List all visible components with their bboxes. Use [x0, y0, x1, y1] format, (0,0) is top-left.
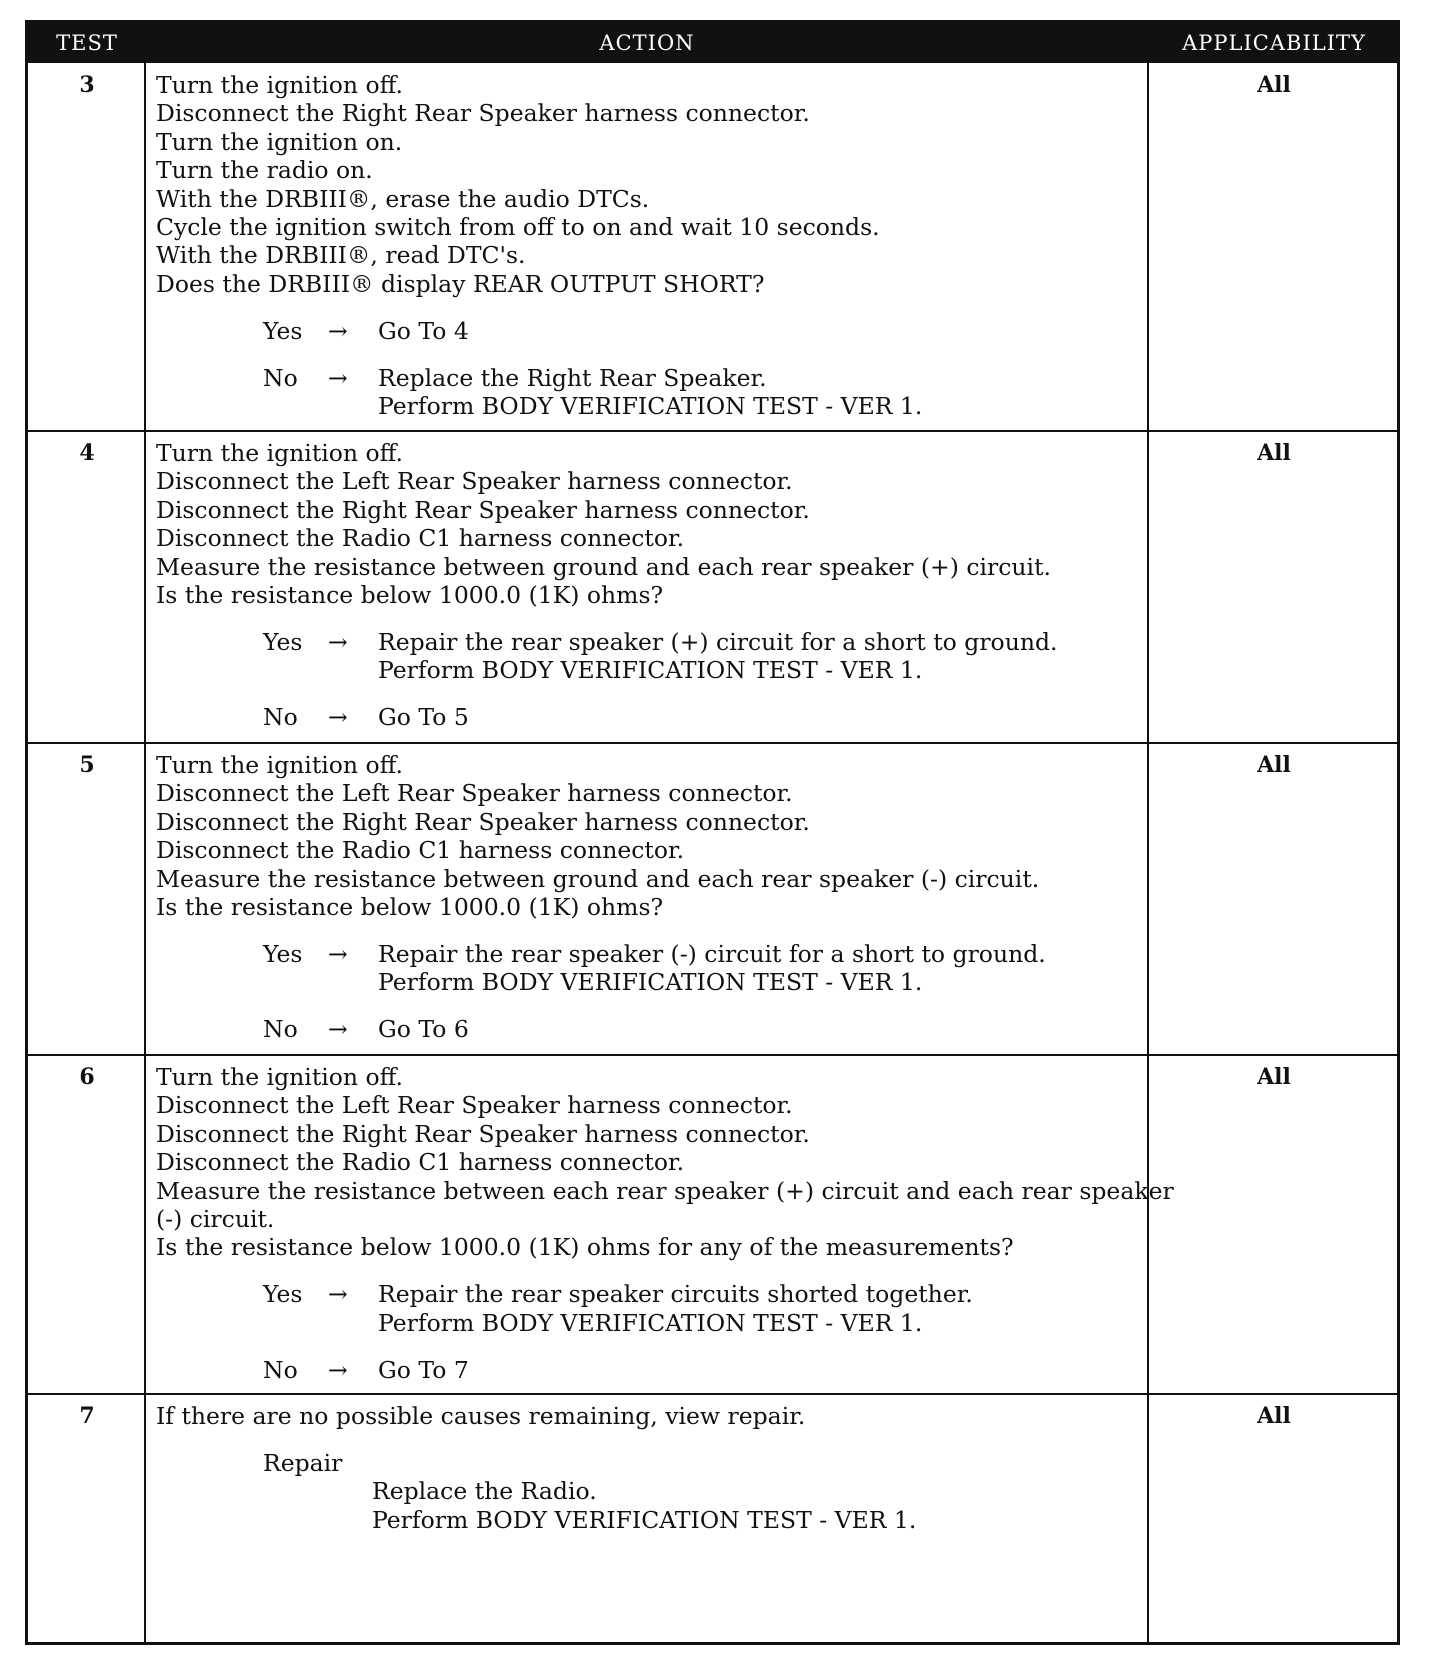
action-step: Disconnect the Radio C1 harness connector. — [156, 1148, 685, 1177]
test-number: 6 — [79, 1064, 95, 1090]
action-step: Turn the ignition off. — [156, 1063, 404, 1091]
action-step: Cycle the ignition switch from off to on and wait 10 seconds. — [156, 213, 880, 241]
test-number: 5 — [79, 752, 95, 778]
yes-result: Repair the rear speaker (+) circuit for a short to ground. — [378, 628, 1058, 656]
action-step: Is the resistance below 1000.0 (1K) ohms? — [156, 893, 664, 921]
yes-result: Repair the rear speaker circuits shorted together. — [378, 1280, 973, 1309]
action-step: With the DRBIII®, read DTC's. — [156, 241, 526, 270]
action-step: Disconnect the Right Rear Speaker harness connector. — [156, 1119, 810, 1148]
arrow-icon: → — [328, 363, 348, 392]
row-divider — [28, 430, 1397, 432]
diagnostic-test-table — [25, 20, 1400, 1645]
action-step: With the DRBIII®, erase the audio DTCs. — [156, 184, 650, 213]
action-step: Turn the radio on. — [156, 156, 373, 185]
header-action: ACTION — [599, 31, 695, 55]
no-label: No — [263, 1015, 298, 1044]
test-number: 7 — [79, 1403, 95, 1429]
yes-result: Repair the rear speaker (-) circuit for a short to ground. — [378, 940, 1046, 968]
action-step: Disconnect the Right Rear Speaker harness connector. — [156, 495, 810, 524]
test-number: 4 — [79, 440, 95, 466]
action-step: Disconnect the Left Rear Speaker harness connector. — [156, 1091, 793, 1120]
header-test: TEST — [56, 31, 118, 55]
action-step: Does the DRBIII® display REAR OUTPUT SHORT? — [156, 269, 765, 298]
yes-label: Yes — [263, 628, 303, 656]
applicability-value: All — [1257, 72, 1291, 98]
action-step: Measure the resistance between ground and each rear speaker (-) circuit. — [156, 864, 1040, 893]
action-step: If there are no possible causes remaining, view repair. — [156, 1402, 806, 1430]
arrow-icon: → — [328, 1280, 348, 1309]
no-result: Go To 6 — [378, 1015, 469, 1044]
no-label: No — [263, 703, 298, 732]
table-header — [28, 23, 1397, 63]
arrow-icon: → — [328, 1355, 348, 1384]
action-step: (-) circuit. — [156, 1205, 275, 1233]
repair-label: Repair — [263, 1449, 343, 1477]
arrow-icon: → — [328, 316, 348, 345]
applicability-value: All — [1257, 1403, 1291, 1429]
no-result: Perform BODY VERIFICATION TEST - VER 1. — [378, 392, 923, 421]
yes-result: Perform BODY VERIFICATION TEST - VER 1. — [378, 1308, 923, 1337]
applicability-value: All — [1257, 1064, 1291, 1090]
yes-label: Yes — [263, 1280, 303, 1309]
column-divider — [1147, 63, 1149, 1642]
no-result: Go To 5 — [378, 703, 469, 732]
yes-result: Go To 4 — [378, 316, 469, 345]
arrow-icon: → — [328, 940, 348, 968]
arrow-icon: → — [328, 703, 348, 732]
action-step: Disconnect the Left Rear Speaker harness connector. — [156, 779, 793, 808]
test-number: 3 — [79, 72, 95, 98]
yes-label: Yes — [263, 316, 303, 345]
action-step: Turn the ignition off. — [156, 439, 404, 467]
row-divider — [28, 742, 1397, 744]
header-applicability: APPLICABILITY — [1182, 31, 1366, 55]
action-step: Disconnect the Right Rear Speaker harness connector. — [156, 807, 810, 836]
applicability-value: All — [1257, 440, 1291, 466]
action-step: Is the resistance below 1000.0 (1K) ohms? — [156, 581, 664, 609]
yes-result: Perform BODY VERIFICATION TEST - VER 1. — [378, 968, 923, 997]
yes-label: Yes — [263, 940, 303, 968]
yes-result: Perform BODY VERIFICATION TEST - VER 1. — [378, 656, 923, 685]
action-step: Measure the resistance between each rear speaker (+) circuit and each rear speaker — [156, 1176, 1174, 1205]
arrow-icon: → — [328, 1015, 348, 1044]
no-result: Replace the Right Rear Speaker. — [378, 363, 767, 392]
repair-step: Perform BODY VERIFICATION TEST - VER 1. — [372, 1505, 917, 1534]
action-step: Disconnect the Left Rear Speaker harness connector. — [156, 467, 793, 496]
action-step: Turn the ignition on. — [156, 127, 403, 156]
applicability-value: All — [1257, 752, 1291, 778]
row-divider — [28, 1054, 1397, 1056]
no-label: No — [263, 1355, 298, 1384]
action-step: Disconnect the Right Rear Speaker harness connector. — [156, 99, 810, 128]
action-step: Is the resistance below 1000.0 (1K) ohms for any of the measurements? — [156, 1233, 1014, 1262]
action-step: Disconnect the Radio C1 harness connector. — [156, 836, 685, 865]
row-divider — [28, 1393, 1397, 1395]
action-step: Turn the ignition off. — [156, 751, 404, 779]
action-step: Turn the ignition off. — [156, 71, 404, 99]
action-step: Measure the resistance between ground and each rear speaker (+) circuit. — [156, 552, 1051, 581]
no-label: No — [263, 363, 298, 392]
action-step: Disconnect the Radio C1 harness connector. — [156, 524, 685, 553]
repair-step: Replace the Radio. — [372, 1477, 597, 1506]
no-result: Go To 7 — [378, 1355, 469, 1384]
arrow-icon: → — [328, 628, 348, 656]
